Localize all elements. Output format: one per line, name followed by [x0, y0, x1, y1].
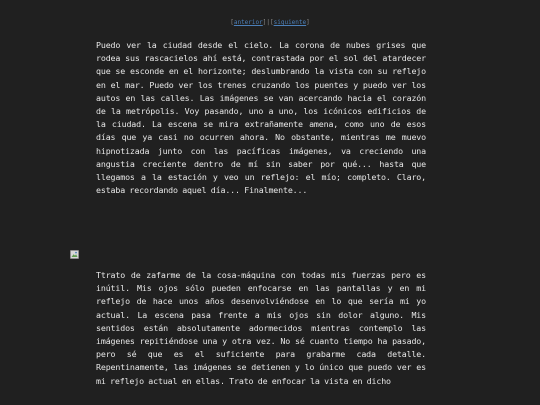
paragraph-1-body: Puedo ver la ciudad desde el cielo. La corona de nubes grises que rodea sus rascacielos ahí está, contrastada por el sol del atardecer que se esconde en el horizonte; deslumbrando la vista con su reflejo en el mar. Puedo ver los trenes cruzando los puentes y puedo ver los autos en las calles. Las imágenes se van acercando hacia el corazón de la metrópolis. Voy pasando, uno a uno, los icónicos edificios de la ciudad. La escena se mira extrañamente amena, como uno de esos días que ya casi no ocurren ahora. No obstante, mientras me muevo hipnotizada junto con las pacíficas imágenes, va creciendo una angustia creciente dentro de mí sin saber por qué... hasta que llegamos a la estación y veo un reflejo: el mío; completo. Claro,: [96, 40, 426, 183]
paragraph-2-body: Ttrato de zafarme de la cosa-máquina con todas mis fuerzas pero es inútil. Mis ojos sólo pueden enfocarse en las pantallas y en mi reflejo de hace unos años desenvolviéndose en lo que sería mi yo actual. La escena pasa frente a mis ojos sin dolor alguno. Mis sentidos están absolutamente adormecidos mientras contemplo las imágenes repitiéndose una y otra vez. No sé cuanto tiempo ha pasado, pero sé que es el suficiente para grabarme cada detalle. Repentinamente, las imágenes se detienen y lo único que puedo ver es mi reflejo actual en ellas. Trato de enfocar la vista en dicho: [96, 270, 426, 386]
story-paragraph-1: [96, 39, 426, 197]
previous-link[interactable]: anterior: [233, 19, 263, 26]
page-nav: [anterior]|[siguiente]: [230, 19, 310, 26]
paragraph-1-line-finalmente: Finalmente...: [244, 185, 308, 196]
broken-image-icon: [70, 250, 79, 259]
next-link[interactable]: siguiente: [273, 19, 307, 26]
story-paragraph-2: [96, 269, 426, 388]
nav-separator: |: [266, 19, 270, 26]
paragraph-1-line-recordando: estaba recordando aquel día...: [96, 185, 240, 196]
